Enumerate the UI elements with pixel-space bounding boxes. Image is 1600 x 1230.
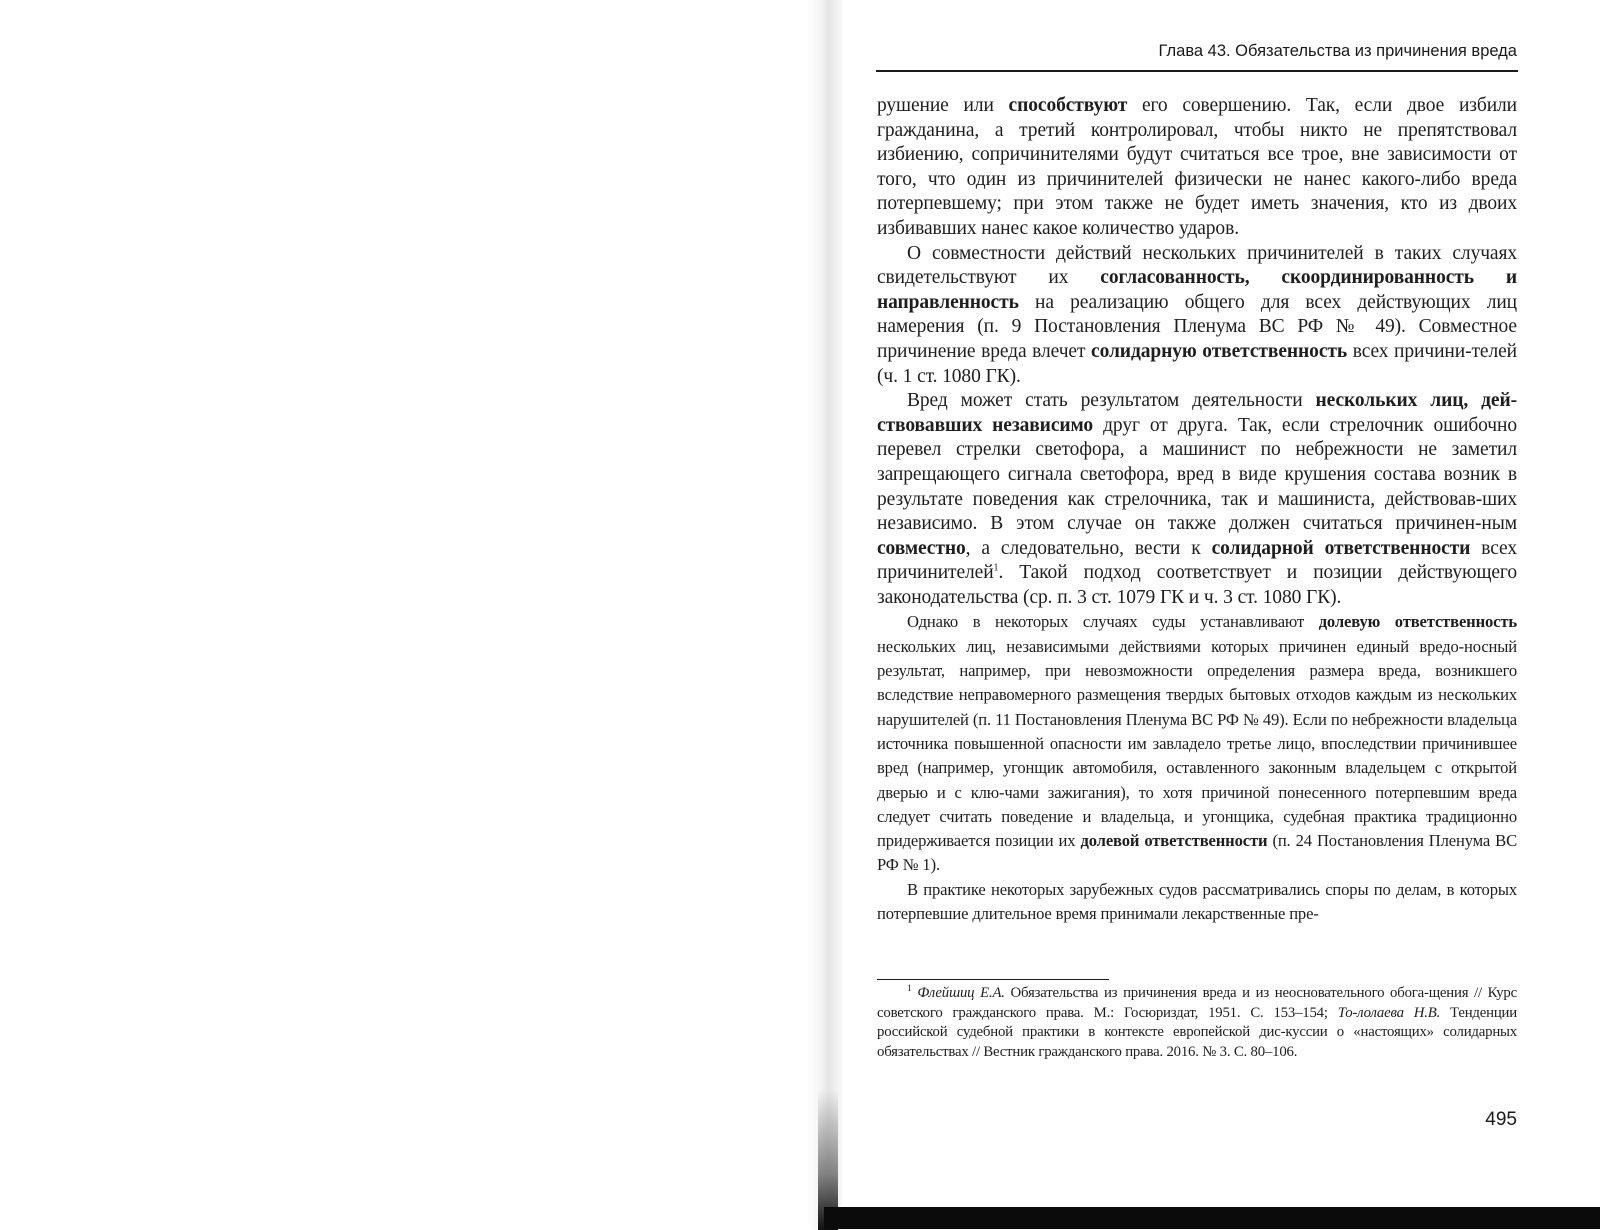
text-run: Тенденции российской судебной практики в контексте европейской дис-куссии о «настоящих» солидарных обязательствах // Вестник гражданского права. 2016. № 3. С. 80–106. bbox=[877, 1004, 1517, 1060]
bold-term: солидарной ответственности bbox=[1211, 537, 1471, 559]
page-number: 495 bbox=[1485, 1109, 1517, 1130]
author-name: То-лолаева Н.В. bbox=[1337, 1004, 1441, 1021]
footnote-marker: 1 bbox=[907, 984, 912, 995]
text-run: друг от друга. Так, если стрелочник ошибочно перевел стрелки светофора, а машинист по небрежности не заметил запрещающего сигнала светофора, вред в виде крушения состава возник в результате поведения как стрелочника, так и машиниста, действовав-ших независимо. В этом случае он также должен считаться причинен-ным bbox=[877, 414, 1517, 535]
text-run: (п. 24 Постановления Пленума ВС РФ № 1). bbox=[877, 831, 1517, 875]
text-run: на реализацию общего для всех действующих лиц намерения (п. 9 Постановления Пленума ВС РФ № 49). Совместное причинение вреда влечет bbox=[877, 291, 1517, 362]
bold-term: способствуют bbox=[1008, 95, 1128, 116]
footnote-separator bbox=[877, 979, 1109, 980]
text-run: О совместности действий нескольких причинителей в таких случаях свидетельствуют их bbox=[877, 242, 1517, 289]
bold-term: долевой ответственности bbox=[1080, 831, 1268, 851]
text-run: всех причини-телей (ч. 1 ст. 1080 ГК). bbox=[877, 340, 1517, 387]
text-run: В практике некоторых зарубежных судов рассматривались споры по делам, в которых потерпевшие длительное время принимали лекарственные пре- bbox=[877, 879, 1517, 924]
bold-term: солидарную ответственность bbox=[1091, 340, 1348, 362]
bold-term: долевую ответственность bbox=[1318, 612, 1517, 632]
paragraph bbox=[877, 242, 1517, 390]
text-run: Обязательства из причинения вреда и из неосновательного обога-щения // Курс советского гражданского права. М.: Госюриздат, 1951. С. 153–154; bbox=[877, 985, 1517, 1021]
text-run: его совершению. Так, если двое избили гражданина, а третий контролировал, чтобы никто не препятствовал избиению, сопричинителями будут считаться все трое, вне зависимости от того, что один из причинителей физически не нанес какого-либо вреда потерпевшему; при этом также не будет иметь значения, кто из двоих избивавших нанес какое количество ударов. bbox=[877, 95, 1518, 239]
text-run: нескольких лиц, независимыми действиями которых причинен единый вредо-носный результат, например, при невозможности определения размера вреда, возникшего вследствие неправомерного размещения твердых бытовых отходов каждым из нескольких нарушителей (п. 11 Постановления Пленума ВС РФ № 49). Если по небрежности владельца источника повышенной опасности им завладело третье лицо, впоследствии причинившее вред (например, угонщик автомобиля, оставленного законным владельцем с открытой дверью и с клю-чами зажигания), то хотя причиной понесенного потерпевшим вреда следует считать поведение и владельца, и угонщика, судебная практика традиционно придерживается позиции их bbox=[877, 636, 1517, 851]
running-header: Глава 43. Обязательства из причинения вреда bbox=[1158, 42, 1517, 60]
header-rule bbox=[876, 70, 1518, 72]
text-run: , а следовательно, вести к bbox=[965, 537, 1212, 559]
paragraph bbox=[877, 610, 1517, 877]
text-run: Однако в некоторых случаях суды устанавливают bbox=[907, 612, 1319, 632]
author-name: Флейшиц Е.А. bbox=[917, 985, 1005, 1001]
paragraph bbox=[877, 878, 1517, 927]
scan-bottom-edge bbox=[824, 1207, 1600, 1229]
footnote-ref: 1 bbox=[993, 562, 999, 574]
book-gutter-shadow bbox=[808, 0, 842, 1229]
bold-term: нескольких лиц, дей-ствовавших независимо bbox=[877, 390, 1517, 436]
text-run: рушение или bbox=[877, 95, 1009, 116]
paragraph bbox=[877, 389, 1517, 610]
text-run: всех причинителей bbox=[877, 537, 1517, 584]
text-run: . Такой подход соответствует и позиции действующего законодательства (ср. п. 3 ст. 1079 ГК и ч. 3 ст. 1080 ГК). bbox=[877, 562, 1517, 608]
text-run: Вред может стать результатом деятельности bbox=[907, 390, 1316, 412]
paragraph bbox=[877, 94, 1517, 242]
body-text-column bbox=[877, 94, 1517, 926]
bold-term: совместно bbox=[877, 537, 966, 559]
footnote bbox=[877, 984, 1517, 1062]
bold-term: согласованность, скоординированность и направленность bbox=[877, 267, 1518, 313]
